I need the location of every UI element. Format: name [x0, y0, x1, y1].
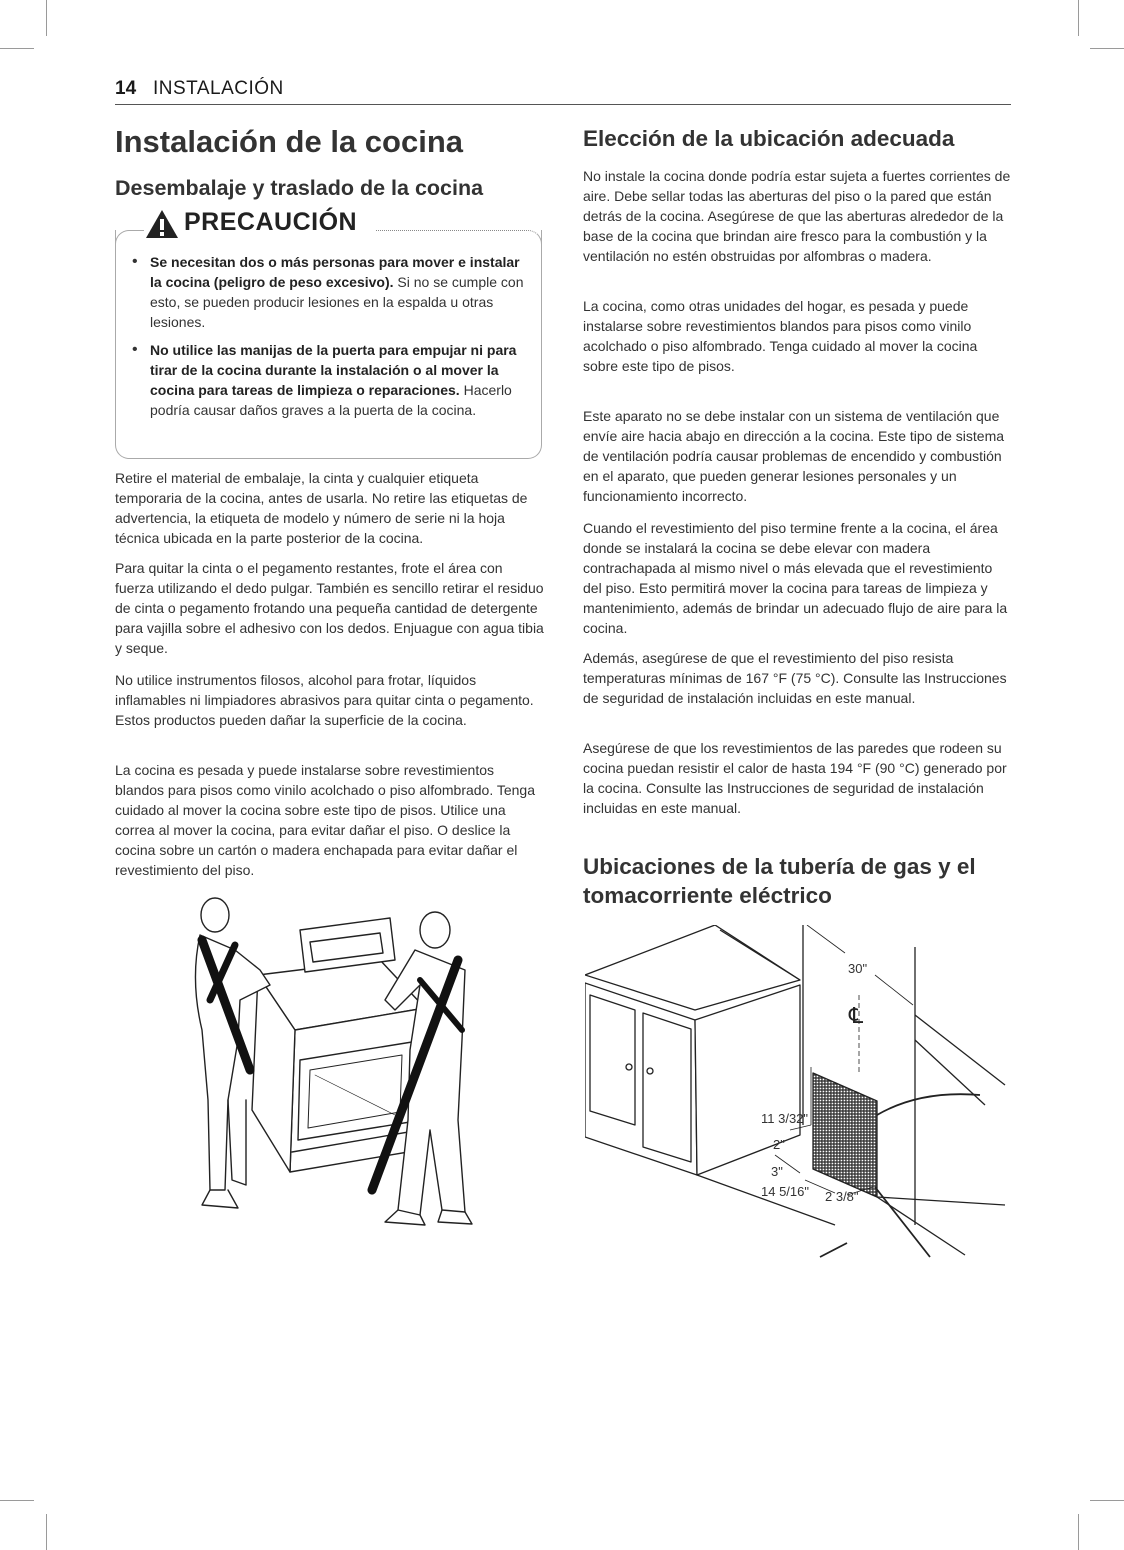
subsection-title: Elección de la ubicación adecuada: [583, 126, 955, 151]
dimension-label: 2 3/8": [825, 1189, 859, 1204]
subsection-title: Desembalaje y traslado de la cocina: [115, 176, 484, 200]
dimension-label: 2": [773, 1137, 785, 1152]
gas-electric-title: [583, 852, 1013, 910]
paragraph: Asegúrese de que los revestimientos de las paredes que rodeen su cocina puedan resistir el calor de hasta 194 °F (90 °C) generado por la cocina. Consulte las Instrucciones de seguridad de instalación incluidas en este manual.: [583, 740, 1007, 816]
paragraph: Cuando el revestimiento del piso termine frente a la cocina, el área donde se instalará la cocina se debe elevar con madera contrachapada al mismo nivel o más elevada que el revestimiento del piso. Esto permitirá mover la cocina para tareas de limpieza y mantenimiento, además de brindar un adecuado flujo de aire para la cocina.: [583, 520, 1008, 636]
paragraph: Retire el material de embalaje, la cinta y cualquier etiqueta temporaria de la cocina, antes de usarla. No retire las etiquetas de advertencia, la etiqueta de modelo y número de serie ni la hoja técnica ubicada en la parte posterior de la cocina.: [115, 470, 528, 546]
crop-mark: [1078, 1514, 1079, 1550]
paragraph: No utilice instrumentos filosos, alcohol para frotar, líquidos inflamables ni limpiadores abrasivos para quitar cinta o pegamento. Estos productos pueden dañar la superficie de la cocina.: [115, 672, 534, 728]
crop-mark: [1090, 1500, 1124, 1501]
dimension-label: 14 5/16": [761, 1184, 809, 1199]
caution-item-bold: Se necesitan dos o más personas para mover e instalar la cocina (peligro de peso excesivo).: [150, 254, 520, 290]
paragraph: Para quitar la cinta o el pegamento restantes, frote el área con fuerza utilizando el dedo pulgar. También es sencillo retirar el residuo de cinta o pegamento frotando una pequeña cantidad de detergente para vajilla sobre el adhesivo con los dedos. Enjuague con agua tibia y seque.: [115, 560, 544, 656]
caution-title: PRECAUCIÓN: [184, 208, 358, 236]
dimension-label: 3": [771, 1164, 783, 1179]
page-header: [115, 76, 1011, 105]
caution-item: [130, 252, 530, 332]
caution-item-text: Hacerlo podría causar daños graves a la puerta de la cocina.: [150, 382, 512, 418]
gas-electric-title-line1: Ubicaciones de la tubería de gas y el: [583, 854, 976, 879]
warning-icon: [144, 208, 180, 240]
crop-mark: [46, 0, 47, 36]
paragraph: No instale la cocina donde podría estar sujeta a fuertes corrientes de aire. Debe sellar todas las aberturas del piso o la pared que están detrás de la cocina. Asegúrese de que las aberturas alrededor de la base de la cocina que brindan aire fresco para la combustión y la ventilación no estén obstruidas por alfombras o madera.: [583, 168, 1011, 264]
page-title: Instalación de la cocina: [115, 124, 464, 159]
caution-header: [144, 208, 358, 242]
section-title: INSTALACIÓN: [153, 78, 284, 99]
crop-mark: [0, 1500, 34, 1501]
paragraph: La cocina, como otras unidades del hogar, es pesada y puede instalarse sobre revestimientos blandos para pisos como vinilo acolchado o piso alfombrado. Tenga cuidado al mover la cocina sobre este tipo de pisos.: [583, 298, 978, 374]
caution-box: [115, 208, 542, 459]
caution-item-text: Si no se cumple con esto, se pueden producir lesiones en la espalda u otras lesiones.: [150, 274, 524, 330]
dimension-label: 30": [848, 961, 868, 976]
crop-mark: [46, 1514, 47, 1550]
paragraph: Además, asegúrese de que el revestimiento del piso resista temperaturas mínimas de 167 °F (75 °C). Consulte las Instrucciones de seguridad de instalación incluidas en este manual.: [583, 650, 1007, 706]
crop-mark: [1078, 0, 1079, 36]
paragraph: La cocina es pesada y puede instalarse sobre revestimientos blandos para pisos como vinilo acolchado o piso alfombrado. Tenga cuidado al mover la cocina sobre este tipo de pisos. Utilice una correa al mover la cocina, para evitar dañar el piso. O deslice la cocina sobre un cartón o madera enchapada para evitar dañar el revestimiento del piso.: [115, 762, 536, 878]
caution-item-bold: No utilice las manijas de la puerta para empujar ni para tirar de la cocina durante la instalación o al mover la cocina para tareas de limpieza o reparaciones.: [150, 342, 517, 398]
page-number: 14: [115, 78, 137, 99]
gas-electric-title-line2: tomacorriente eléctrico: [583, 883, 832, 908]
two-person-lift-illustration: [180, 890, 480, 1230]
gas-outlet-location-diagram: [585, 925, 1015, 1265]
caution-border: [376, 230, 542, 245]
caution-border: [115, 230, 144, 245]
dimension-label: 11 3/32": [761, 1111, 809, 1126]
paragraph: Este aparato no se debe instalar con un sistema de ventilación que envíe aire hacia abajo en dirección a la cocina. Este tipo de sistema de ventilación podría causar problemas de encendido y combustión en el aparato, que pueden generar lesiones personales y un funcionamiento incorrecto.: [583, 408, 1005, 504]
crop-mark: [0, 48, 34, 49]
crop-mark: [1090, 48, 1124, 49]
centerline-symbol: ℄: [849, 1004, 864, 1029]
caution-list: [130, 252, 530, 428]
caution-item: [130, 340, 530, 420]
